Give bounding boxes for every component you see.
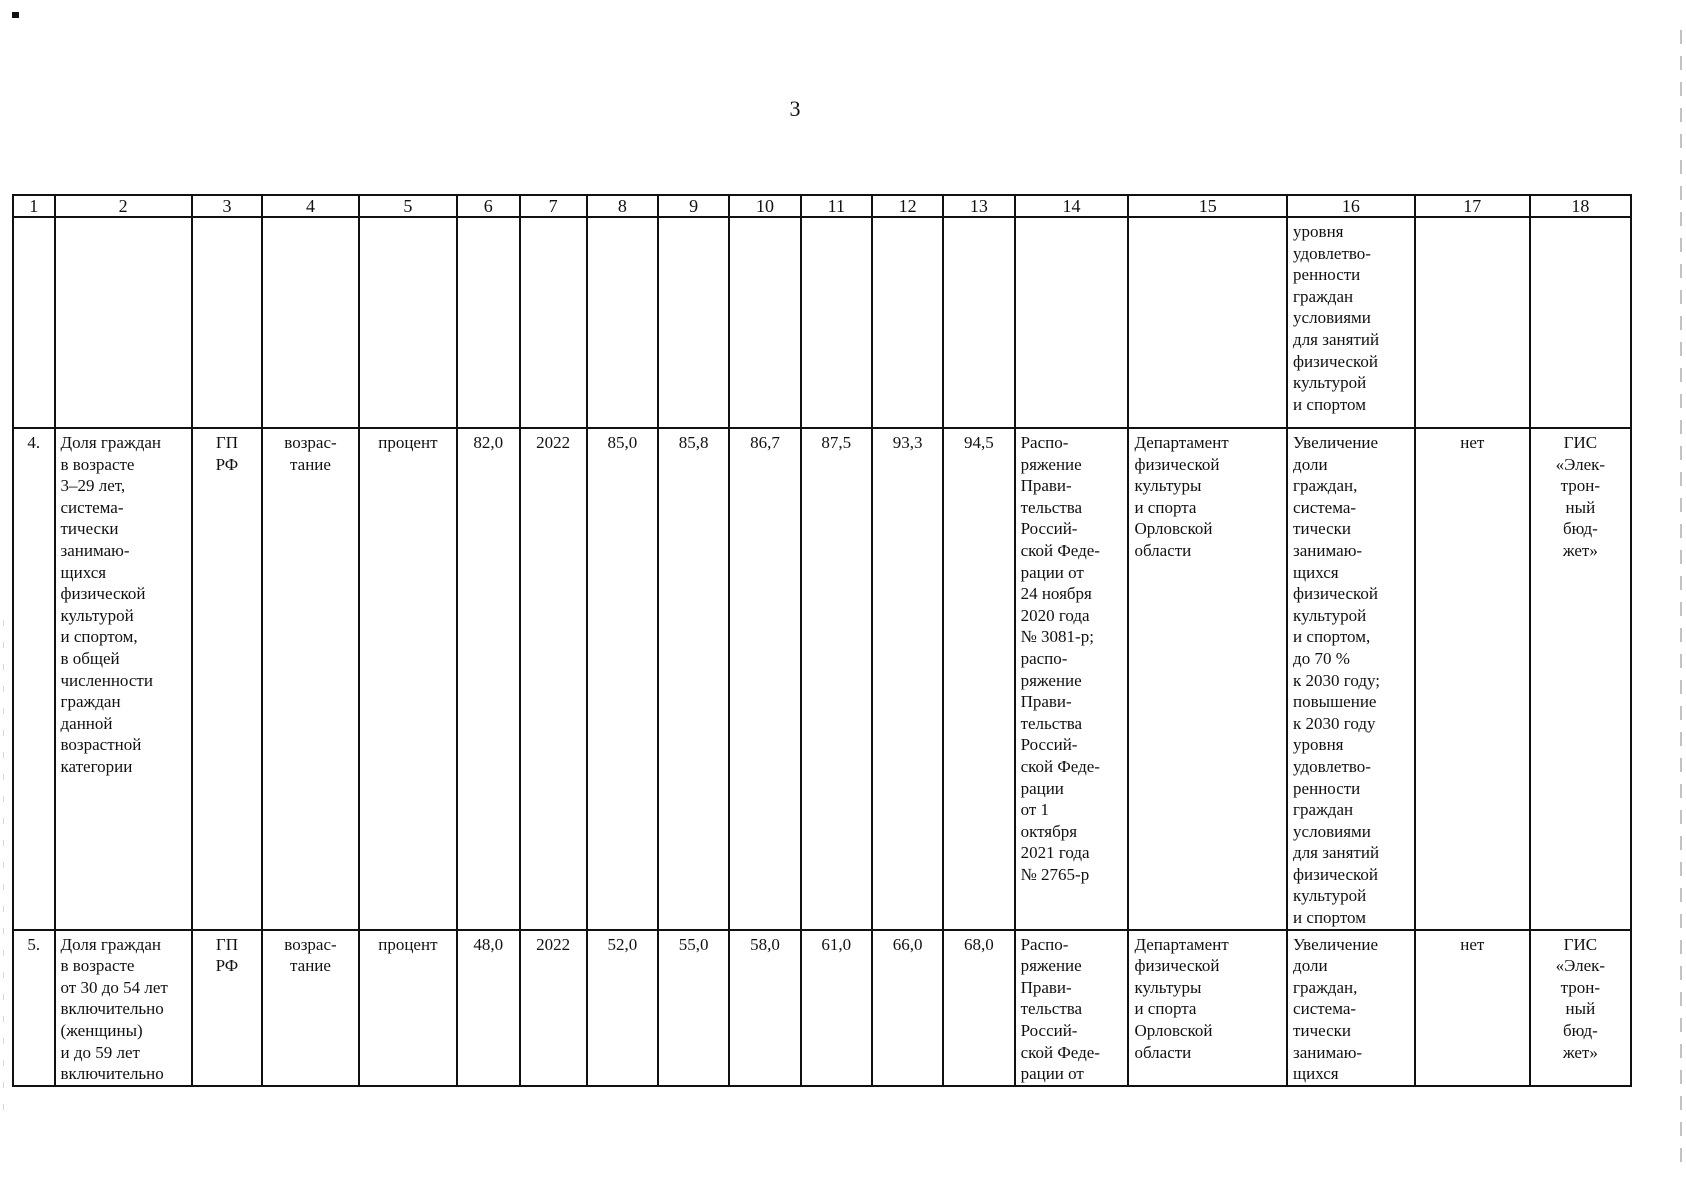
flag-cell: нет <box>1415 428 1530 930</box>
value-cell: 61,0 <box>801 930 872 1086</box>
goal-continuation-cell: уровня удовлетво- ренности граждан условиями для занятий физической культурой и спортом <box>1287 217 1415 428</box>
base-value-cell: 48,0 <box>457 930 520 1086</box>
column-number: 6 <box>457 195 520 217</box>
value-cell: 94,5 <box>943 428 1014 930</box>
level-cell: ГП РФ <box>192 428 262 930</box>
column-number: 4 <box>262 195 359 217</box>
table-cell <box>872 217 943 428</box>
table-cell <box>359 217 457 428</box>
row-number-cell: 4. <box>13 428 55 930</box>
page-number: 3 <box>789 96 801 121</box>
value-cell: 85,0 <box>587 428 658 930</box>
goal-cell: Увеличение доли граждан, система- тически занимаю- щихся <box>1287 930 1415 1086</box>
table-cell <box>1015 217 1129 428</box>
table-cell <box>1530 217 1631 428</box>
column-number: 9 <box>658 195 729 217</box>
indicator-name-cell: Доля граждан в возрасте от 30 до 54 лет включительно (женщины) и до 59 лет включительно <box>55 930 192 1086</box>
scan-edge-artifact-left <box>3 620 4 1120</box>
column-number: 14 <box>1015 195 1129 217</box>
table-cell <box>457 217 520 428</box>
value-cell: 86,7 <box>729 428 800 930</box>
base-value-cell: 82,0 <box>457 428 520 930</box>
table-cell <box>192 217 262 428</box>
scan-edge-artifact <box>1680 30 1682 1170</box>
table-cell <box>1128 217 1287 428</box>
column-number: 10 <box>729 195 800 217</box>
goal-cell: Увеличение доли граждан, система- тически занимаю- щихся физической культурой и спортом, до 70 % к 2030 году; повышение к 2030 году уровня удовлетво- ренности граждан условиями для занятий физической культурой и спортом <box>1287 428 1415 930</box>
level-cell: ГП РФ <box>192 930 262 1086</box>
table-cell <box>943 217 1014 428</box>
column-number-row <box>13 195 1631 217</box>
column-number: 13 <box>943 195 1014 217</box>
column-number: 11 <box>801 195 872 217</box>
responsible-cell: Департамент физической культуры и спорта Орловской области <box>1128 428 1287 930</box>
column-number: 7 <box>520 195 587 217</box>
table-cell <box>55 217 192 428</box>
base-year-cell: 2022 <box>520 930 587 1086</box>
scan-corner-mark <box>12 12 19 18</box>
table-cell <box>801 217 872 428</box>
table-cell <box>729 217 800 428</box>
table-cell <box>658 217 729 428</box>
indicator-table <box>12 194 1632 1087</box>
value-cell: 55,0 <box>658 930 729 1086</box>
value-cell: 58,0 <box>729 930 800 1086</box>
table-cell <box>13 217 55 428</box>
column-number: 18 <box>1530 195 1631 217</box>
column-number: 5 <box>359 195 457 217</box>
trend-cell: возрас- тание <box>262 428 359 930</box>
column-number: 8 <box>587 195 658 217</box>
column-number: 2 <box>55 195 192 217</box>
continuation-row <box>13 217 1631 428</box>
value-cell: 87,5 <box>801 428 872 930</box>
table-row <box>13 428 1631 930</box>
row-number-cell: 5. <box>13 930 55 1086</box>
value-cell: 85,8 <box>658 428 729 930</box>
responsible-cell: Департамент физической культуры и спорта Орловской области <box>1128 930 1287 1086</box>
column-number: 16 <box>1287 195 1415 217</box>
value-cell: 66,0 <box>872 930 943 1086</box>
document-cell: Распо- ряжение Прави- тельства Россий- ской Феде- рации от 24 ноября 2020 года № 3081-р; распо- ряжение Прави- тельства Россий- ской Феде- рации от 1 октября 2021 года № 2765-р <box>1015 428 1129 930</box>
system-cell: ГИС «Элек- трон- ный бюд- жет» <box>1530 428 1631 930</box>
document-cell: Распо- ряжение Прави- тельства Россий- ской Феде- рации от <box>1015 930 1129 1086</box>
column-number: 1 <box>13 195 55 217</box>
value-cell: 68,0 <box>943 930 1014 1086</box>
unit-cell: процент <box>359 428 457 930</box>
flag-cell: нет <box>1415 930 1530 1086</box>
indicator-name-cell: Доля граждан в возрасте 3–29 лет, система- тически занимаю- щихся физической культурой и спортом, в общей численности граждан данной возрастной категории <box>55 428 192 930</box>
table-row <box>13 930 1631 1086</box>
table-cell <box>587 217 658 428</box>
column-number: 12 <box>872 195 943 217</box>
system-cell: ГИС «Элек- трон- ный бюд- жет» <box>1530 930 1631 1086</box>
unit-cell: процент <box>359 930 457 1086</box>
column-number: 3 <box>192 195 262 217</box>
base-year-cell: 2022 <box>520 428 587 930</box>
table-cell <box>262 217 359 428</box>
column-number: 15 <box>1128 195 1287 217</box>
value-cell: 52,0 <box>587 930 658 1086</box>
table-cell <box>1415 217 1530 428</box>
value-cell: 93,3 <box>872 428 943 930</box>
table-cell <box>520 217 587 428</box>
trend-cell: возрас- тание <box>262 930 359 1086</box>
column-number: 17 <box>1415 195 1530 217</box>
